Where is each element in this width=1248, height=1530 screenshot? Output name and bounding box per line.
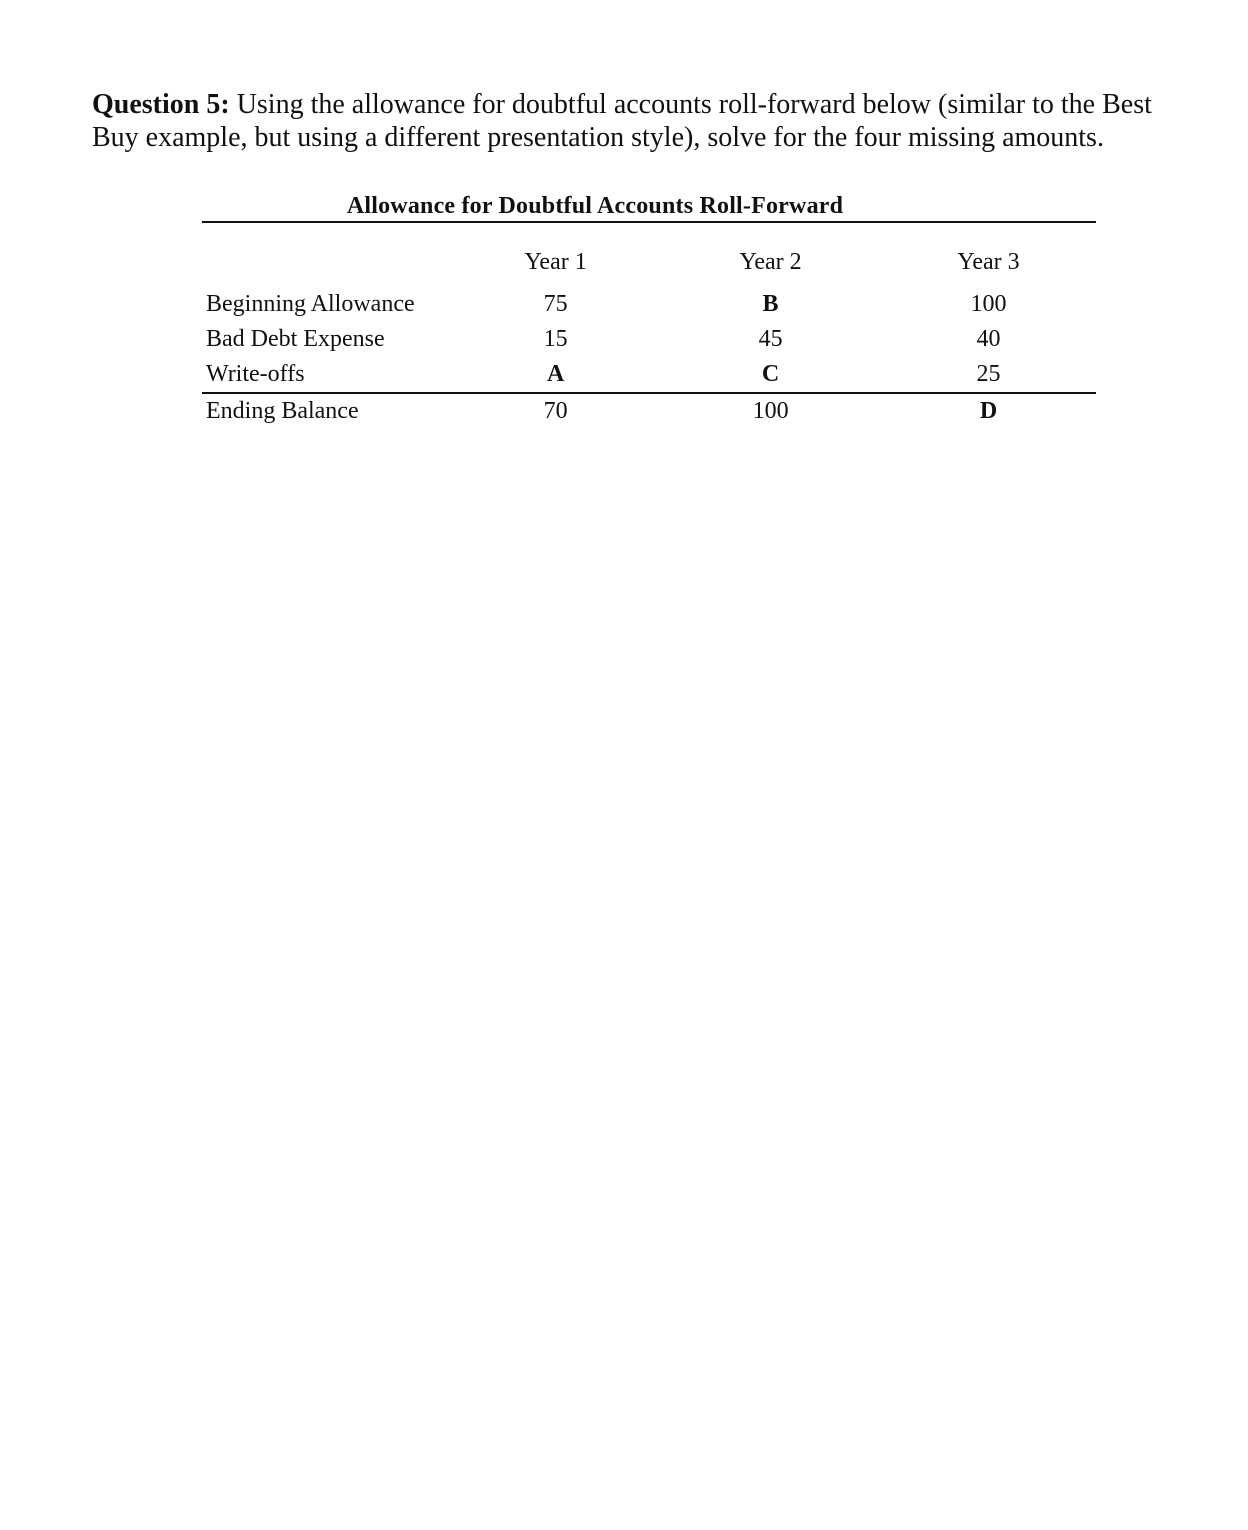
- cell-value: B: [762, 291, 779, 317]
- roll-forward-table-section: [202, 190, 1096, 429]
- header-year-2: Year 2: [739, 249, 802, 275]
- cell-value: 70: [543, 398, 568, 424]
- roll-forward-table: [202, 249, 1096, 429]
- header-year-3: Year 3: [957, 249, 1020, 275]
- table-title: Allowance for Doubtful Accounts Roll-Forward: [202, 190, 1096, 223]
- cell-value: 45: [758, 326, 783, 352]
- cell-value: 100: [752, 398, 789, 424]
- cell-value: 25: [881, 357, 1096, 393]
- row-label: Ending Balance: [206, 398, 359, 424]
- header-empty: [202, 249, 451, 287]
- cell-value: 75: [543, 291, 568, 317]
- row-label: Write-offs: [202, 357, 451, 393]
- cell-value: 40: [976, 326, 1001, 352]
- table-row: [202, 393, 1096, 429]
- table-row: [202, 357, 1096, 393]
- row-label: Beginning Allowance: [206, 291, 415, 317]
- cell-value: A: [451, 357, 660, 393]
- cell-value: 100: [970, 291, 1007, 317]
- question-body: Using the allowance for doubtful accounts roll-forward below (similar to the Best Buy example, but using a different presentation style), solve for the four missing amounts.: [92, 89, 1152, 153]
- cell-value: 15: [543, 326, 568, 352]
- header-year-1: Year 1: [524, 249, 587, 275]
- question-text: [92, 88, 1192, 154]
- question-label: Question 5:: [92, 89, 230, 120]
- table-header-row: [202, 249, 1096, 287]
- table-row: [202, 287, 1096, 322]
- cell-value: D: [979, 398, 998, 424]
- row-label: Bad Debt Expense: [206, 326, 385, 352]
- cell-value: C: [660, 357, 881, 393]
- table-row: [202, 322, 1096, 357]
